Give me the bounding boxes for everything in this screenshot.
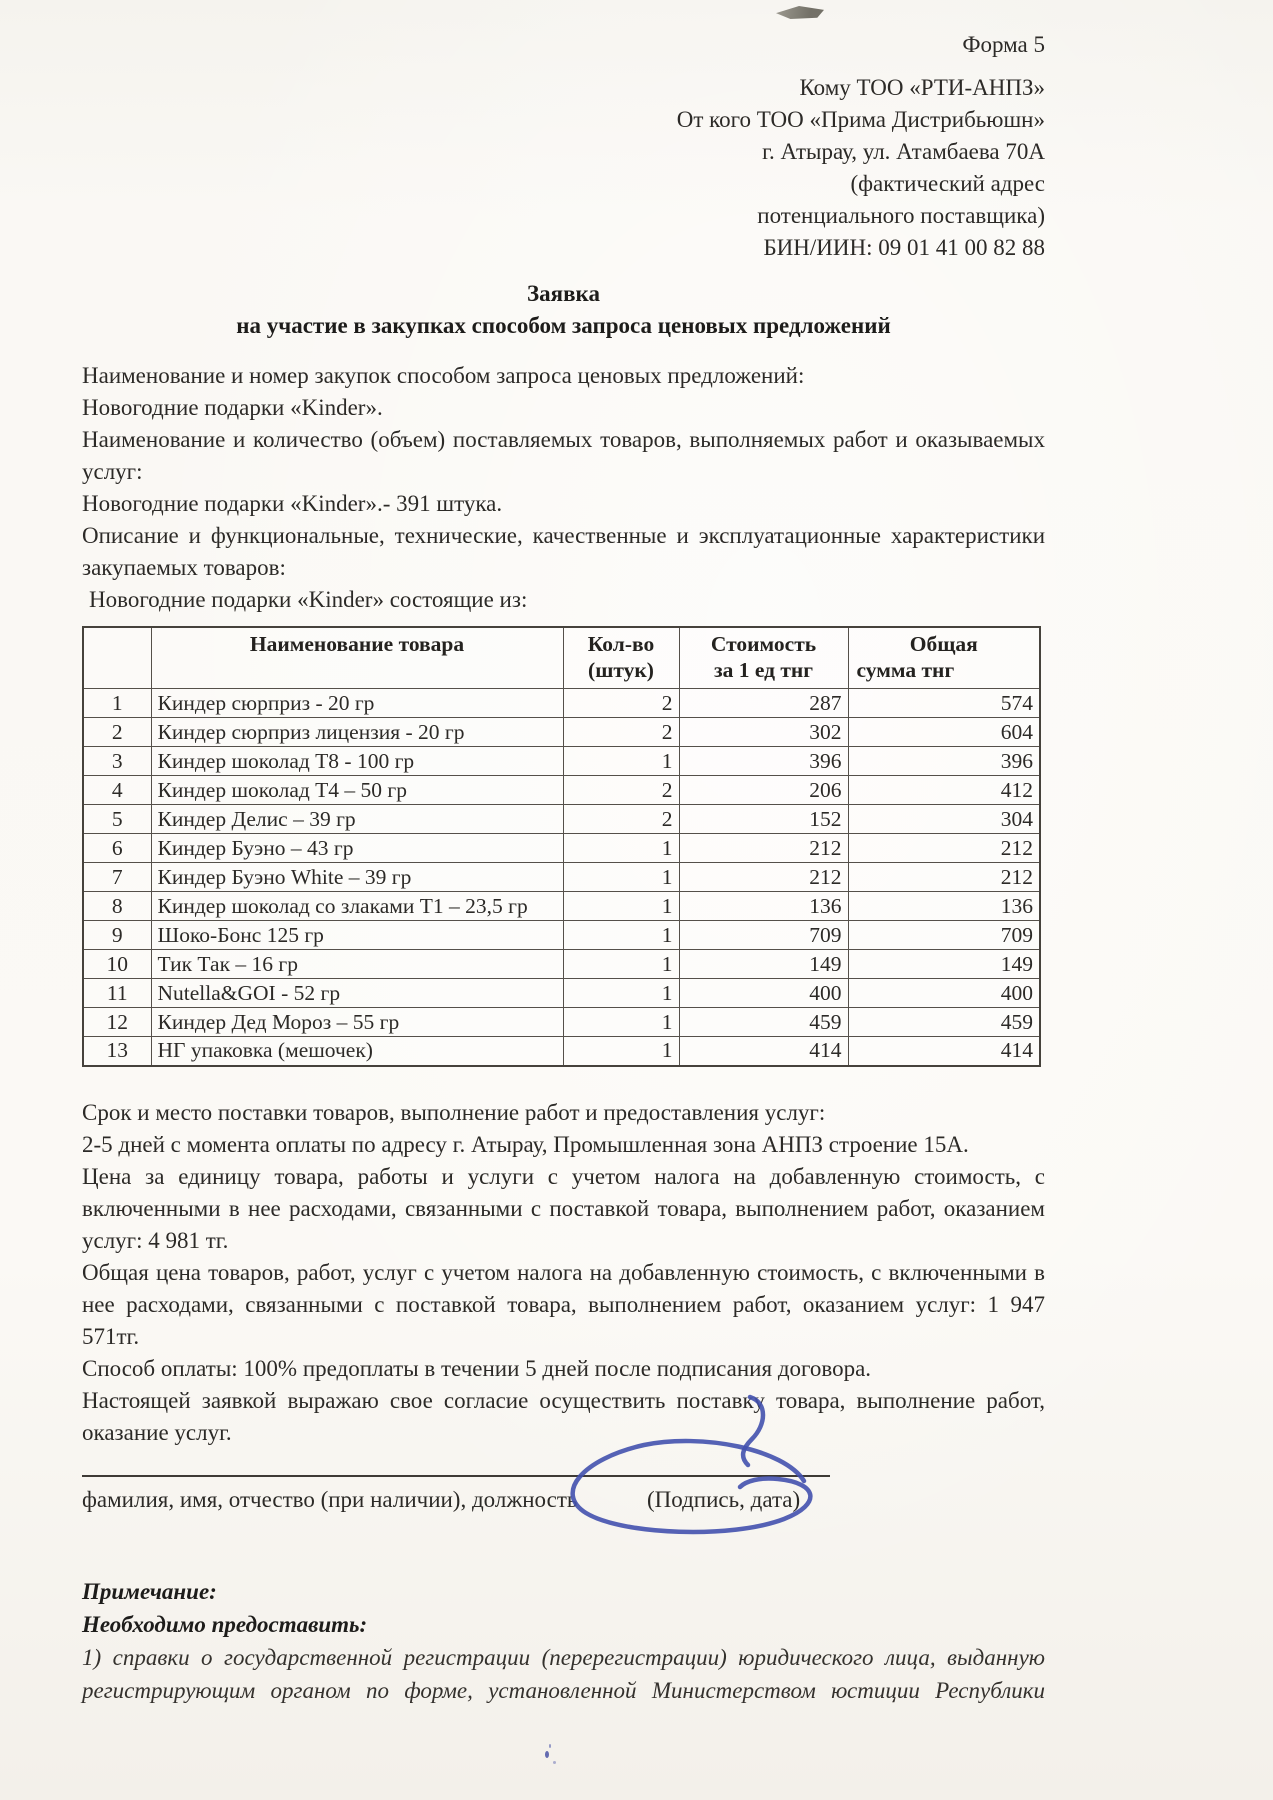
item-qty-cell: 1 — [563, 747, 679, 776]
item-qty-cell: 1 — [563, 1037, 679, 1066]
item-price-cell: 302 — [679, 718, 848, 747]
document-title — [82, 278, 1045, 342]
column-header-unit-price-line1: Стоимость — [710, 632, 817, 656]
item-number-cell: 7 — [83, 863, 151, 892]
document-content — [82, 30, 1045, 1707]
closing-paragraph: Цена за единицу товара, работы и услуги с учетом налога на добавленную стоимость, с включенными в нее расходами, связанными с поставкой товара, выполнением работ, оказанием услуг: 4 981 тг. — [82, 1163, 1045, 1253]
document-title-line2: на участие в закупках способом запроса ценовых предложений — [236, 313, 891, 338]
column-header-number — [83, 627, 151, 689]
item-name-cell: Киндер шоколад Т8 - 100 гр — [151, 747, 563, 776]
item-name-cell: Киндер шоколад со злаками Т1 – 23,5 гр — [151, 892, 563, 921]
notes-heading: Примечание: — [82, 1578, 217, 1604]
scan-artifact-ink-speck — [553, 1761, 556, 1764]
item-price-cell: 212 — [679, 863, 848, 892]
item-total-cell: 709 — [848, 921, 1040, 950]
item-number-cell: 3 — [83, 747, 151, 776]
closing-paragraph: Срок и место поставки товаров, выполнение работ и предоставления услуг: — [82, 1099, 826, 1125]
table-row — [83, 1008, 1040, 1037]
column-header-total — [848, 627, 1040, 689]
item-qty-cell: 1 — [563, 863, 679, 892]
recipient-line-to: Кому ТОО «РТИ-АНПЗ» — [799, 75, 1045, 100]
item-name-cell: НГ упаковка (мешочек) — [151, 1037, 563, 1066]
column-header-item-name-label: Наименование товара — [249, 632, 465, 656]
closing-paragraph: 2-5 дней с момента оплаты по адресу г. Атырау, Промышленная зона АНПЗ строение 15А. — [82, 1131, 969, 1157]
table-row — [83, 776, 1040, 805]
item-name-cell: Киндер сюрприз лицензия - 20 гр — [151, 718, 563, 747]
item-name-cell: Nutella&GOI - 52 гр — [151, 979, 563, 1008]
form-number-label: Форма 5 — [962, 32, 1045, 57]
closing-paragraph: Настоящей заявкой выражаю свое согласие осуществить поставку товара, выполнение работ, оказание услуг. — [82, 1387, 1045, 1445]
table-row — [83, 805, 1040, 834]
intro-paragraph: Описание и функциональные, технические, качественные и эксплуатационные характеристики закупаемых товаров: — [82, 523, 1045, 580]
notes-section — [82, 1575, 1045, 1707]
item-qty-cell: 1 — [563, 834, 679, 863]
item-qty-cell: 2 — [563, 776, 679, 805]
scan-artifact-smudge — [776, 6, 824, 19]
recipient-line-address: г. Атырау, ул. Атамбаева 70А — [762, 139, 1045, 164]
signature-labels — [82, 1485, 1045, 1519]
item-name-cell: Киндер Дед Мороз – 55 гр — [151, 1008, 563, 1037]
column-header-unit-price — [679, 627, 848, 689]
recipient-block — [82, 72, 1045, 264]
recipient-line-from: От кого ТОО «Прима Дистрибьюшн» — [676, 107, 1045, 132]
closing-paragraph: Общая цена товаров, работ, услуг с учетом налога на добавленную стоимость, с включенными в нее расходами, связанными с поставкой товара, выполнением работ, оказанием услуг: 1 947 571тг. — [82, 1259, 1045, 1349]
item-number-cell: 5 — [83, 805, 151, 834]
item-number-cell: 9 — [83, 921, 151, 950]
table-row — [83, 718, 1040, 747]
column-header-quantity — [563, 627, 679, 689]
item-price-cell: 206 — [679, 776, 848, 805]
item-number-cell: 1 — [83, 689, 151, 718]
intro-section — [82, 360, 1045, 616]
intro-paragraph: Новогодние подарки «Kinder». — [82, 395, 383, 420]
table-row — [83, 921, 1040, 950]
item-price-cell: 414 — [679, 1037, 848, 1066]
item-name-cell: Тик Так – 16 гр — [151, 950, 563, 979]
item-name-cell: Киндер Буэно – 43 гр — [151, 834, 563, 863]
signature-date-label: (Подпись, дата) — [647, 1486, 801, 1512]
item-price-cell: 212 — [679, 834, 848, 863]
column-header-unit-price-line2: за 1 ед тнг — [713, 658, 814, 682]
item-total-cell: 459 — [848, 1008, 1040, 1037]
item-total-cell: 574 — [848, 689, 1040, 718]
item-name-cell: Шоко-Бонс 125 гр — [151, 921, 563, 950]
table-row — [83, 979, 1040, 1008]
intro-paragraph: Наименование и номер закупок способом запроса ценовых предложений: — [82, 363, 805, 388]
column-header-quantity-line1: Кол-во — [587, 632, 655, 656]
column-header-total-line1: Общая — [909, 632, 978, 656]
item-price-cell: 400 — [679, 979, 848, 1008]
item-price-cell: 709 — [679, 921, 848, 950]
item-name-cell: Киндер Делис – 39 гр — [151, 805, 563, 834]
closing-paragraph: Способ оплаты: 100% предоплаты в течении 5 дней после подписания договора. — [82, 1355, 872, 1381]
item-name-cell: Киндер шоколад Т4 – 50 гр — [151, 776, 563, 805]
scan-artifact-ink-speck — [545, 1751, 549, 1758]
table-row — [83, 863, 1040, 892]
recipient-line-address-note-2: потенциального поставщика) — [757, 203, 1045, 228]
scan-artifact-ink-speck — [549, 1744, 551, 1748]
item-total-cell: 212 — [848, 863, 1040, 892]
item-number-cell: 13 — [83, 1037, 151, 1066]
column-header-total-line2: сумма тнг — [856, 658, 955, 682]
item-number-cell: 12 — [83, 1008, 151, 1037]
column-header-item-name — [151, 627, 563, 689]
item-total-cell: 136 — [848, 892, 1040, 921]
item-total-cell: 400 — [848, 979, 1040, 1008]
item-qty-cell: 2 — [563, 718, 679, 747]
column-header-quantity-line2: (штук) — [588, 658, 654, 682]
item-qty-cell: 1 — [563, 950, 679, 979]
signature-section — [82, 1475, 1045, 1519]
recipient-line-address-note-1: (фактический адрес — [850, 171, 1045, 196]
item-price-cell: 396 — [679, 747, 848, 776]
table-header-row — [83, 627, 1040, 689]
item-price-cell: 152 — [679, 805, 848, 834]
table-row — [83, 689, 1040, 718]
table-row — [83, 892, 1040, 921]
table-row — [83, 1037, 1040, 1066]
recipient-line-bin: БИН/ИИН: 09 01 41 00 82 88 — [763, 235, 1045, 260]
item-qty-cell: 1 — [563, 892, 679, 921]
closing-section — [82, 1097, 1045, 1449]
table-row — [83, 834, 1040, 863]
item-total-cell: 212 — [848, 834, 1040, 863]
item-price-cell: 136 — [679, 892, 848, 921]
item-price-cell: 459 — [679, 1008, 848, 1037]
item-number-cell: 11 — [83, 979, 151, 1008]
item-total-cell: 412 — [848, 776, 1040, 805]
item-total-cell: 149 — [848, 950, 1040, 979]
table-row — [83, 950, 1040, 979]
item-qty-cell: 2 — [563, 805, 679, 834]
notes-subheading: Необходимо предоставить: — [82, 1611, 368, 1637]
intro-paragraph: Новогодние подарки «Kinder» состоящие из: — [89, 587, 528, 612]
item-number-cell: 4 — [83, 776, 151, 805]
item-number-cell: 6 — [83, 834, 151, 863]
item-price-cell: 287 — [679, 689, 848, 718]
intro-paragraph: Наименование и количество (объем) поставляемых товаров, выполняемых работ и оказываемых услуг: — [82, 427, 1045, 484]
item-qty-cell: 1 — [563, 979, 679, 1008]
item-number-cell: 10 — [83, 950, 151, 979]
note-item-line: 1) справки о государственной регистрации (перерегистрации) юридического лица, выданную — [82, 1644, 1045, 1670]
item-qty-cell: 2 — [563, 689, 679, 718]
signature-line — [82, 1475, 830, 1477]
signature-name-label: фамилия, имя, отчество (при наличии), должность — [82, 1486, 578, 1512]
table-row — [83, 747, 1040, 776]
item-name-cell: Киндер сюрприз - 20 гр — [151, 689, 563, 718]
intro-paragraph: Новогодние подарки «Kinder».- 391 штука. — [82, 491, 503, 516]
item-number-cell: 2 — [83, 718, 151, 747]
item-number-cell: 8 — [83, 892, 151, 921]
item-total-cell: 304 — [848, 805, 1040, 834]
item-price-cell: 149 — [679, 950, 848, 979]
item-qty-cell: 1 — [563, 921, 679, 950]
item-total-cell: 414 — [848, 1037, 1040, 1066]
item-total-cell: 604 — [848, 718, 1040, 747]
items-table — [82, 626, 1041, 1067]
item-name-cell: Киндер Буэно White – 39 гр — [151, 863, 563, 892]
item-total-cell: 396 — [848, 747, 1040, 776]
item-qty-cell: 1 — [563, 1008, 679, 1037]
document-title-line1: Заявка — [527, 281, 600, 306]
note-item-line: регистрирующим органом по форме, установленной Министерством юстиции Республики — [82, 1677, 1045, 1703]
